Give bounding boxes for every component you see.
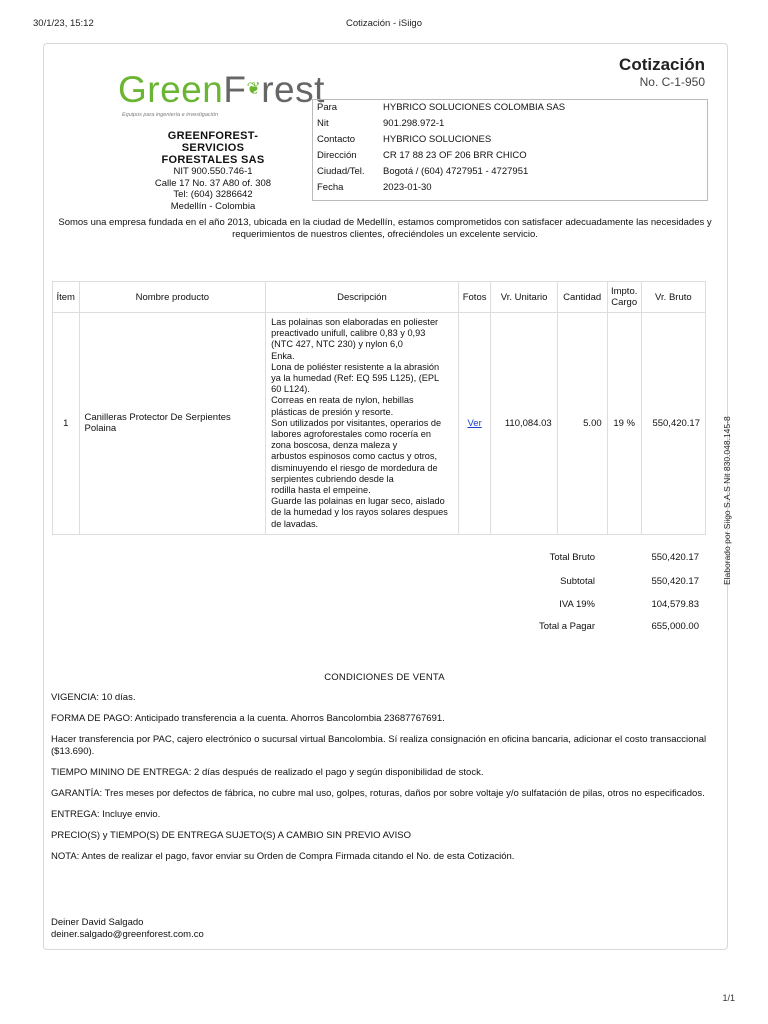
description-line: ya la humedad (Ref: EQ 595 L125), (EPL (271, 373, 440, 384)
client-value: 2023-01-30 (383, 182, 432, 193)
description-line: disminuyendo el riesgo de mordedura de (271, 462, 438, 473)
description-line: zona boscosa, denza maleza y (271, 440, 398, 451)
description-line: arbustos espinosos como cactus y otros, (271, 451, 438, 462)
page-number: 1/1 (722, 993, 735, 1003)
totals-value: 104,579.83 (651, 599, 699, 610)
cell-quantity: 5.00 (557, 313, 607, 535)
client-label: Nit (317, 118, 329, 129)
cell-photos (458, 313, 491, 535)
totals-label: Total Bruto (549, 552, 595, 563)
description-line: (NTC 427, NTC 230) y nylon 6,0 (271, 339, 403, 350)
col-header-product: Nombre producto (79, 282, 266, 313)
document-title: Cotización (619, 55, 705, 74)
client-value: 901.298.972-1 (383, 118, 445, 129)
description-line: Guarde las polainas en lugar seco, aislado (271, 496, 445, 507)
col-header-gross: Vr. Bruto (641, 282, 705, 313)
company-address: Calle 17 No. 37 A80 of. 308 (154, 177, 272, 189)
company-logo (118, 69, 325, 118)
signature-name: Deiner David Salgado (51, 917, 144, 928)
cell-gross: 550,420.17 (641, 313, 705, 535)
totals-value: 550,420.17 (651, 576, 699, 587)
table-row (53, 313, 706, 535)
totals-row (500, 621, 700, 637)
client-label: Contacto (317, 134, 356, 145)
company-info (138, 130, 288, 212)
description-line: labores agroforestales como rocería en (271, 429, 431, 440)
cell-unit-price: 110,084.03 (491, 313, 557, 535)
col-header-photos: Fotos (458, 282, 491, 313)
description-line: 60 L124). (271, 384, 310, 395)
totals-value: 550,420.17 (651, 552, 699, 563)
totals-label: Total a Pagar (539, 621, 595, 632)
condition-transfer: Hacer transferencia por PAC, cajero electrónico o sucursal virtual Bancolombia. Sí realiza consignación en oficina bancaria, adicionar el costo transaccional ($13.690). (51, 734, 707, 757)
client-info-box (312, 99, 708, 201)
totals-value: 655,000.00 (651, 621, 699, 632)
client-value: CR 17 88 23 OF 206 BRR CHICO (383, 150, 527, 161)
description-line: rodilla hasta el empeine. (271, 485, 371, 496)
condition-payment: FORMA DE PAGO: Anticipado transferencia a la cuenta. Ahorros Bancolombia 23687767691. (51, 713, 445, 724)
company-name-line2: FORESTALES SAS (161, 154, 265, 166)
cell-item: 1 (53, 313, 80, 535)
description-line: Las polainas son elaboradas en poliester (271, 317, 439, 327)
col-header-item: Ítem (53, 282, 80, 313)
totals-label: Subtotal (560, 576, 595, 587)
col-header-quantity: Cantidad (557, 282, 607, 313)
signature-email: deiner.salgado@greenforest.com.co (51, 928, 204, 940)
client-value: Bogotá / (604) 4727951 - 4727951 (383, 166, 529, 177)
col-header-tax-line1: Impto. (610, 286, 638, 297)
leaf-icon: ❦ (246, 79, 262, 98)
condition-validity: VIGENCIA: 10 días. (51, 692, 136, 703)
col-header-unit-price: Vr. Unitario (491, 282, 557, 313)
totals-label: IVA 19% (559, 599, 595, 610)
print-window-title: Cotización - iSiigo (345, 18, 423, 29)
logo-word-grey-1: F (223, 69, 247, 110)
totals-row (500, 599, 700, 615)
col-header-description: Descripción (266, 282, 459, 313)
col-header-tax-line2: Cargo (611, 297, 638, 308)
company-phone: Tel: (604) 3286642 (173, 189, 253, 200)
description-line: de la humedad y los rayos solares despues (271, 507, 448, 518)
description-line: Son utilizados por visitantes, operarios de (271, 417, 442, 428)
client-label: Ciudad/Tel. (317, 166, 365, 177)
table-header-row (53, 282, 706, 313)
print-datetime: 30/1/23, 15:12 (33, 18, 94, 29)
company-city: Medellín - Colombia (170, 200, 256, 212)
cell-product: Canilleras Protector De Serpientes Polaina (79, 313, 266, 535)
col-header-tax (607, 282, 641, 313)
cell-description (266, 313, 459, 535)
client-label: Para (317, 102, 338, 113)
client-value: HYBRICO SOLUCIONES (383, 134, 492, 145)
description-line: serpientes cubriendo desde la (271, 473, 394, 484)
client-label: Dirección (317, 150, 357, 161)
condition-price-notice: PRECIO(S) y TIEMPO(S) DE ENTREGA SUJETO(S) A CAMBIO SIN PREVIO AVISO (51, 830, 412, 841)
logo-word-grey-2: rest (261, 69, 325, 110)
condition-delivery-time: TIEMPO MININO DE ENTREGA: 2 días después de realizado el pago y según disponibilidad de stock. (51, 767, 484, 778)
description-line: plásticas de presión y resorte. (271, 406, 394, 417)
description-line: Lona de poliéster resistente a la abrasión (271, 361, 440, 372)
items-table (52, 281, 706, 535)
company-nit: NIT 900.550.746-1 (173, 166, 253, 177)
siigo-footer-vertical: Elaborado por Siigo S.A.S Nit 830.048.145-8 (722, 416, 732, 585)
description-line: de lavadas. (271, 518, 319, 529)
document-number: No. C-1-950 (639, 75, 705, 89)
client-value: HYBRICO SOLUCIONES COLOMBIA SAS (383, 102, 566, 113)
condition-note: NOTA: Antes de realizar el pago, favor enviar su Orden de Compra Firmada citando el No. de esta Cotización. (51, 851, 515, 862)
condition-shipping: ENTREGA: Incluye envio. (51, 809, 161, 820)
description-line: Correas en reata de nylon, hebillas (271, 395, 414, 406)
totals-row (500, 576, 700, 592)
signature-block (51, 917, 204, 940)
logo-word-green: Green (118, 69, 224, 110)
condition-warranty: GARANTÍA: Tres meses por defectos de fábrica, no cubre mal uso, golpes, roturas, daños por sobre voltaje y/o sulfatación de pilas, otros no especificados. (51, 788, 705, 799)
intro-text: Somos una empresa fundada en el año 2013, ubicada en la ciudad de Medellín, estamos comprometidos con satisfacer adecuadamente las necesidades y requerimientos de nuestros clientes, ofreciéndoles un excelente servicio. (58, 217, 712, 240)
photos-link[interactable]: Ver (467, 417, 482, 429)
totals-row (500, 552, 700, 568)
company-name-line1: GREENFOREST-SERVICIOS (167, 130, 259, 154)
description-line: Enka. (271, 350, 295, 361)
logo-tagline: Equipos para ingeniería e investigación (122, 112, 219, 118)
cell-tax: 19 % (607, 313, 641, 535)
description-line: preactivado unifull, calibre 0,83 y 0,93 (271, 328, 426, 339)
conditions-title: CONDICIONES DE VENTA (324, 672, 445, 683)
client-label: Fecha (317, 182, 344, 193)
